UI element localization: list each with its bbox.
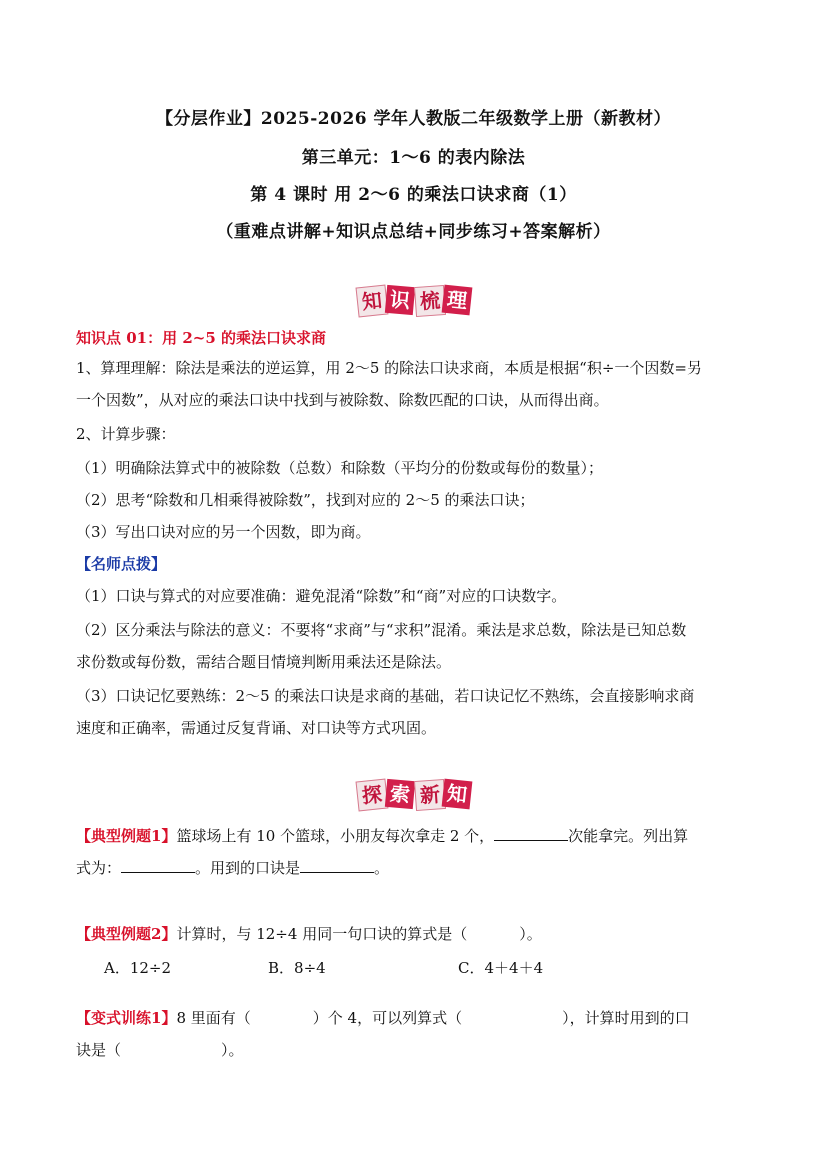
banner-char: 探 (356, 779, 389, 812)
question-text: 次能拿完。列出算 (568, 827, 689, 845)
tip-1: （1）口诀与算式的对应要准确：避免混淆“除数”和“商”对应的口诀数字。 (76, 587, 567, 605)
variant-1-label: 【变式训练1】 (76, 1009, 177, 1027)
banner-char: 理 (442, 285, 473, 316)
question-text: ）。 (519, 925, 542, 943)
paragraph: 1、算理理解：除法是乘法的逆运算，用 2～5 的除法口诀求商，本质是根据“积÷一个因数=另 (76, 359, 702, 377)
option-a[interactable]: A．12÷2 (104, 959, 172, 977)
example-1 (76, 825, 766, 847)
variant-1-cont (76, 1039, 766, 1061)
paragraph: 2、计算步骤： (76, 425, 176, 443)
question-text: ）。 (221, 1041, 244, 1059)
tip-2: （2）区分乘法与除法的意义：不要将“求商”与“求积”混淆。乘法是求总数，除法是已知总数 (76, 621, 687, 639)
answer-blank[interactable] (494, 826, 568, 841)
banner-char: 识 (385, 285, 415, 315)
rhyme-blank[interactable] (300, 858, 374, 873)
banner-char: 知 (442, 779, 473, 810)
example-1-label: 【典型例题1】 (76, 827, 177, 845)
option-b[interactable]: B．8÷4 (268, 959, 326, 977)
example-1-cont (76, 857, 766, 879)
step-2: （2）思考“除数和几相乘得被除数”，找到对应的 2～5 的乘法口诀； (76, 491, 535, 509)
question-text: 。 (374, 859, 390, 877)
banner-char: 新 (414, 779, 446, 811)
question-text: 式为： (76, 859, 122, 877)
explore-banner (355, 776, 473, 812)
knowledge-banner (355, 282, 473, 318)
tip-2-cont: 求份数或每份数，需结合题目情境判断用乘法还是除法。 (76, 653, 452, 671)
banner-char: 梳 (414, 285, 446, 317)
knowledge-heading: 知识点 01：用 2~5 的乘法口诀求商 (76, 329, 326, 347)
example-2-label: 【典型例题2】 (76, 925, 177, 943)
question-text: 。用到的口诀是 (195, 859, 301, 877)
paragraph: 一个因数”，从对应的乘法口诀中找到与被除数、除数匹配的口诀，从而得出商。 (76, 391, 609, 409)
question-text: 诀是（ (76, 1041, 122, 1059)
unit-title: 第三单元：1～6 的表内除法 (301, 148, 526, 168)
subtitle: （重难点讲解+知识点总结+同步练习+答案解析） (216, 222, 611, 242)
tips-heading: 【名师点拨】 (76, 555, 167, 573)
banner-char: 知 (356, 285, 389, 318)
option-c[interactable]: C．4＋4＋4 (458, 959, 544, 977)
question-text: ）个 4，可以列算式（ (312, 1009, 463, 1027)
banner-char: 索 (385, 779, 415, 809)
tip-3: （3）口诀记忆要熟练：2～5 的乘法口诀是求商的基础，若口诀记忆不熟练，会直接影响求商 (76, 687, 695, 705)
question-text: ），计算时用到的口 (562, 1009, 690, 1027)
step-3: （3）写出口诀对应的另一个因数，即为商。 (76, 523, 371, 541)
tip-3-cont: 速度和正确率，需通过反复背诵、对口诀等方式巩固。 (76, 719, 437, 737)
variant-1 (76, 1007, 766, 1029)
question-text: 篮球场上有 10 个篮球，小朋友每次拿走 2 个， (176, 827, 495, 845)
question-text: 计算时，与 12÷4 用同一句口诀的算式是（ (176, 925, 468, 943)
example-2 (76, 923, 766, 945)
question-text: 8 里面有（ (176, 1009, 251, 1027)
equation-blank[interactable] (121, 858, 195, 873)
doc-title: 【分层作业】2025-2026 学年人教版二年级数学上册（新教材） (155, 109, 672, 129)
step-1: （1）明确除法算式中的被除数（总数）和除数（平均分的份数或每份的数量）； (76, 459, 604, 477)
lesson-title: 第 4 课时 用 2～6 的乘法口诀求商（1） (250, 185, 577, 205)
